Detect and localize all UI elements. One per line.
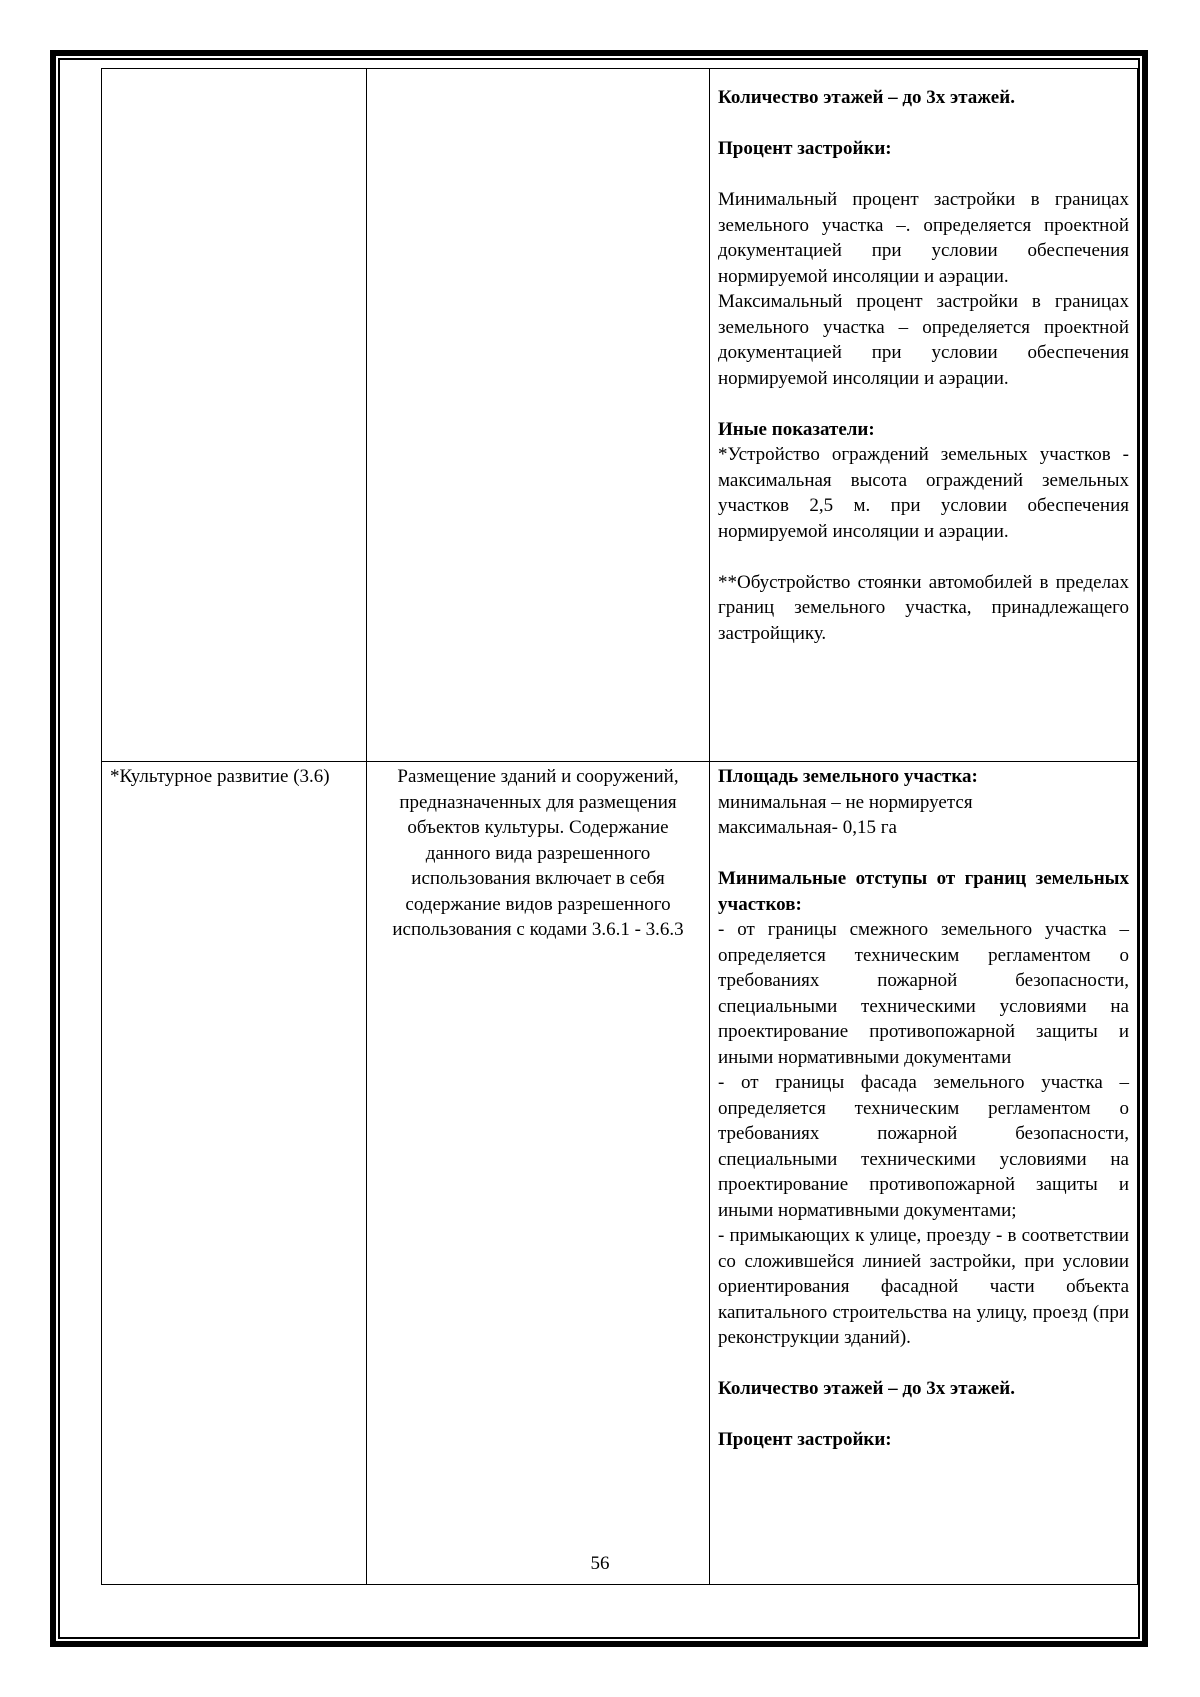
cell-use-type bbox=[102, 762, 367, 1585]
area-max-text: максимальная- 0,15 га bbox=[718, 817, 897, 838]
fence-text: *Устройство ограждений земельных участков - максимальная высота ограждений земельных участков 2,5 м. при условии обеспечения нормируемой инсоляции и аэрации. bbox=[718, 444, 1129, 542]
cell-parameters bbox=[710, 762, 1138, 1585]
cell-description bbox=[367, 762, 710, 1585]
percent-heading: Процент застройки: bbox=[718, 138, 892, 159]
floors-text: Количество этажей – до 3х этажей. bbox=[718, 87, 1015, 108]
setback-adjacent-text: - от границы смежного земельного участка – определяется техническим регламентом о требованиях пожарной безопасности, специальными техническими условиями на проектирование противопожарной защиты и иными нормативными документами bbox=[718, 919, 1129, 1068]
setback-facade-text: - от границы фасада земельного участка – определяется техническим регламентом о требованиях пожарной безопасности, специальными техническими условиями на проектирование противопожарной защиты и иными нормативными документами; bbox=[718, 1072, 1129, 1221]
cell-description bbox=[367, 69, 710, 762]
parking-text: **Обустройство стоянки автомобилей в пределах границ земельного участка, принадлежащего застройщику. bbox=[718, 571, 1129, 644]
percent-heading: Процент застройки: bbox=[718, 1429, 892, 1450]
table-row bbox=[102, 69, 1138, 762]
table-row bbox=[102, 762, 1138, 1585]
cell-parameters bbox=[710, 69, 1138, 762]
area-min-text: минимальная – не нормируется bbox=[718, 791, 973, 813]
use-type-description: Размещение зданий и сооружений, предназначенных для размещения объектов культуры. Содержание данного вида разрешенного использования включает в себя содержание видов разрешенного использования с кодами 3.6.1 - 3.6.3 bbox=[392, 766, 684, 940]
min-percent-text: Минимальный процент застройки в границах земельного участка –. определяется проектной документацией при условии обеспечения нормируемой инсоляции и аэрации. bbox=[718, 189, 1129, 287]
other-heading: Иные показатели: bbox=[718, 418, 875, 440]
page-number: 56 bbox=[590, 1553, 610, 1574]
cell-use-type bbox=[102, 69, 367, 762]
regulations-table bbox=[101, 68, 1138, 1585]
use-type-name: *Культурное развитие (3.6) bbox=[110, 766, 330, 787]
max-percent-text: Максимальный процент застройки в границах земельного участка – определяется проектной документацией при условии обеспечения нормируемой инсоляции и аэрации. bbox=[718, 291, 1129, 389]
setback-street-text: - примыкающих к улице, проезду - в соответствии со сложившейся линией застройки, при условии ориентирования фасадной части объекта капитального строительства на улицу, проезд (при реконструкции зданий). bbox=[718, 1225, 1129, 1348]
floors-text: Количество этажей – до 3х этажей. bbox=[718, 1378, 1015, 1399]
area-heading: Площадь земельного участка: bbox=[718, 766, 978, 787]
setback-heading: Минимальные отступы от границ земельных участков: bbox=[718, 868, 1129, 915]
